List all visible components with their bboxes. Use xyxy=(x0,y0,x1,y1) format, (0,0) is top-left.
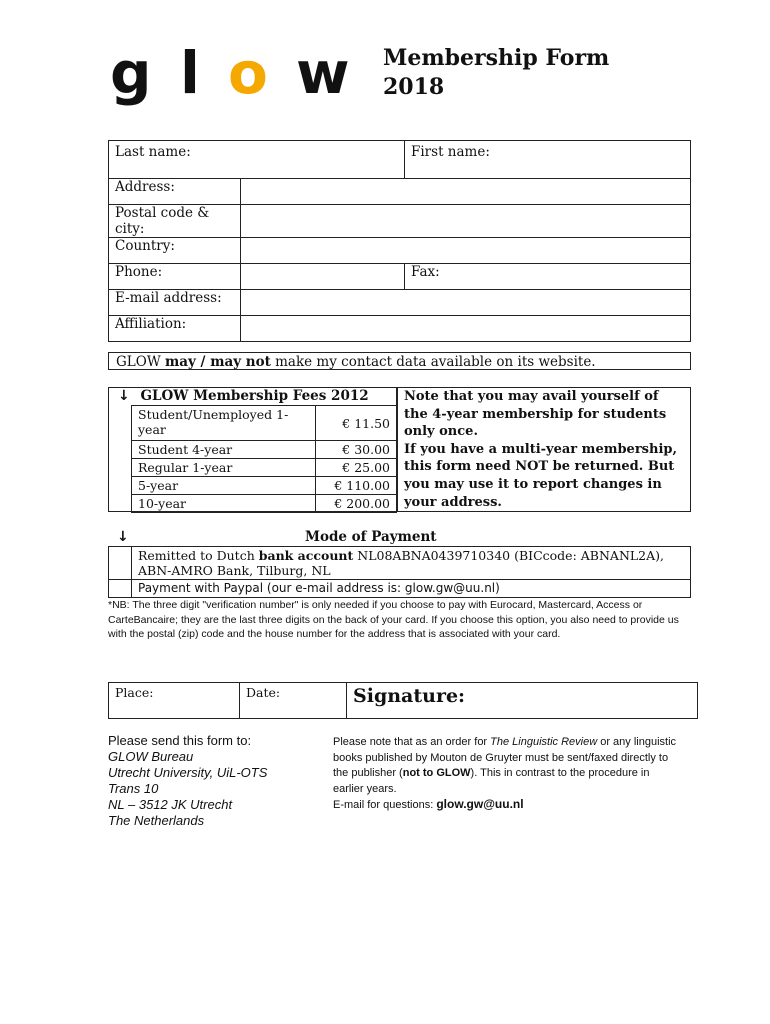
journal-title: The Linguistic Review xyxy=(490,736,598,748)
fee-label: Student/Unemployed 1-year xyxy=(132,406,316,441)
payment-title: Mode of Payment xyxy=(305,529,437,545)
privacy-consent[interactable] xyxy=(108,352,691,370)
address-line: GLOW Bureau xyxy=(108,749,194,764)
last-name-field[interactable] xyxy=(109,141,405,179)
payment-option-paypal[interactable] xyxy=(109,580,691,598)
address-line: NL – 3512 JK Utrecht xyxy=(108,797,233,812)
privacy-suffix: make my contact data available on its website. xyxy=(270,354,596,370)
payment-option-bank[interactable] xyxy=(109,547,691,580)
bank-account-label: bank account xyxy=(258,548,354,563)
email-field[interactable] xyxy=(241,290,691,316)
first-name-label: First name: xyxy=(411,144,490,160)
bank-prefix: Remitted to Dutch xyxy=(138,548,259,563)
first-name-field[interactable] xyxy=(405,141,691,179)
logo-letter-w: w xyxy=(296,39,350,107)
postal-code-field[interactable] xyxy=(241,205,691,238)
privacy-prefix: GLOW xyxy=(116,354,165,370)
arrow-down-icon: ↓ xyxy=(117,529,129,545)
fee-amount: € 110.00 xyxy=(316,477,397,495)
not-to-glow: not to GLOW xyxy=(402,767,471,779)
bank-text xyxy=(132,547,691,580)
orders-part1: Please note that as an order for xyxy=(333,736,491,748)
fees-title: GLOW Membership Fees 2012 xyxy=(140,388,369,404)
phone-label: Phone: xyxy=(109,264,241,290)
fee-amount: € 11.50 xyxy=(316,406,397,441)
signature-table xyxy=(108,682,698,719)
fee-label: Student 4-year xyxy=(132,441,316,459)
arrow-down-icon: ↓ xyxy=(118,388,130,404)
affiliation-field[interactable] xyxy=(241,316,691,342)
contact-details-table xyxy=(108,140,691,342)
address-line: The Netherlands xyxy=(108,813,205,828)
fee-amount: € 25.00 xyxy=(316,459,397,477)
page-title: Membership Form 2018 xyxy=(383,45,610,100)
address-field[interactable] xyxy=(241,179,691,205)
logo-letter-l: l xyxy=(180,39,200,107)
place-label: Place: xyxy=(115,685,154,700)
affiliation-label: Affiliation: xyxy=(109,316,241,342)
orders-note xyxy=(333,735,678,814)
send-to-intro: Please send this form to: xyxy=(108,733,252,748)
address-line: Trans 10 xyxy=(108,781,159,796)
last-name-label: Last name: xyxy=(115,144,191,160)
signature-field[interactable] xyxy=(347,683,698,719)
logo-letter-o: o xyxy=(228,39,268,107)
country-label: Country: xyxy=(109,238,241,264)
fees-table xyxy=(131,405,397,513)
fee-row[interactable] xyxy=(132,406,397,441)
fee-amount: € 200.00 xyxy=(316,495,397,513)
fee-label: 10-year xyxy=(132,495,316,513)
orders-part3: ). This in contrast to the procedure in earlier years. xyxy=(333,767,650,795)
signature-label: Signature: xyxy=(353,685,466,707)
payment-table xyxy=(108,546,691,598)
email-label: E-mail address: xyxy=(109,290,241,316)
fee-row[interactable] xyxy=(132,441,397,459)
date-label: Date: xyxy=(246,685,281,700)
postal-code-label: Postal code & city: xyxy=(109,205,241,238)
bank-details: NL08ABNA0439710340 (BICcode: ABNANL2A), ABN-AMRO Bank, Tilburg, NL xyxy=(138,548,665,578)
logo-letter-g: g xyxy=(110,39,152,107)
fees-heading xyxy=(118,388,369,404)
privacy-choice[interactable]: may / may not xyxy=(164,354,271,370)
contact-email-link[interactable]: glow.gw@uu.nl xyxy=(436,797,524,811)
fee-amount: € 30.00 xyxy=(316,441,397,459)
address-line: Utrecht University, UiL-OTS xyxy=(108,765,268,780)
fax-field[interactable] xyxy=(405,264,691,290)
fee-label: Regular 1-year xyxy=(132,459,316,477)
fee-row[interactable] xyxy=(132,495,397,513)
place-field[interactable] xyxy=(109,683,240,719)
paypal-text: Payment with Paypal (our e-mail address is: glow.gw@uu.nl) xyxy=(132,580,691,598)
fee-label: 5-year xyxy=(132,477,316,495)
bank-checkbox[interactable] xyxy=(109,547,132,580)
fee-row[interactable] xyxy=(132,477,397,495)
membership-note: Note that you may avail yourself of the 4-year membership for students only once. If you have a multi-year membership, this form need NOT be returned. But you may use it to report changes in your address. xyxy=(397,387,691,512)
send-to-address xyxy=(108,733,267,829)
address-label: Address: xyxy=(109,179,241,205)
date-field[interactable] xyxy=(240,683,347,719)
glow-logo xyxy=(108,40,353,110)
fax-label: Fax: xyxy=(411,264,440,280)
orders-part2: or any linguistic books published by Mouton de Gruyter must be sent/faxed directly to the publisher ( xyxy=(333,736,677,779)
nb-note: *NB: The three digit "verification number" is only needed if you choose to pay with Eurocard, Mastercard, Access or CarteBancaire; they are the last three digits on the back of your card. If you choose this option, you also need to provide us with the postal (zip) code and the house number for the address that is associated with your card. xyxy=(108,599,679,640)
paypal-checkbox[interactable] xyxy=(109,580,132,598)
email-prefix: E-mail for questions: xyxy=(333,799,437,811)
phone-field[interactable] xyxy=(241,264,405,290)
fee-row[interactable] xyxy=(132,459,397,477)
country-field[interactable] xyxy=(241,238,691,264)
